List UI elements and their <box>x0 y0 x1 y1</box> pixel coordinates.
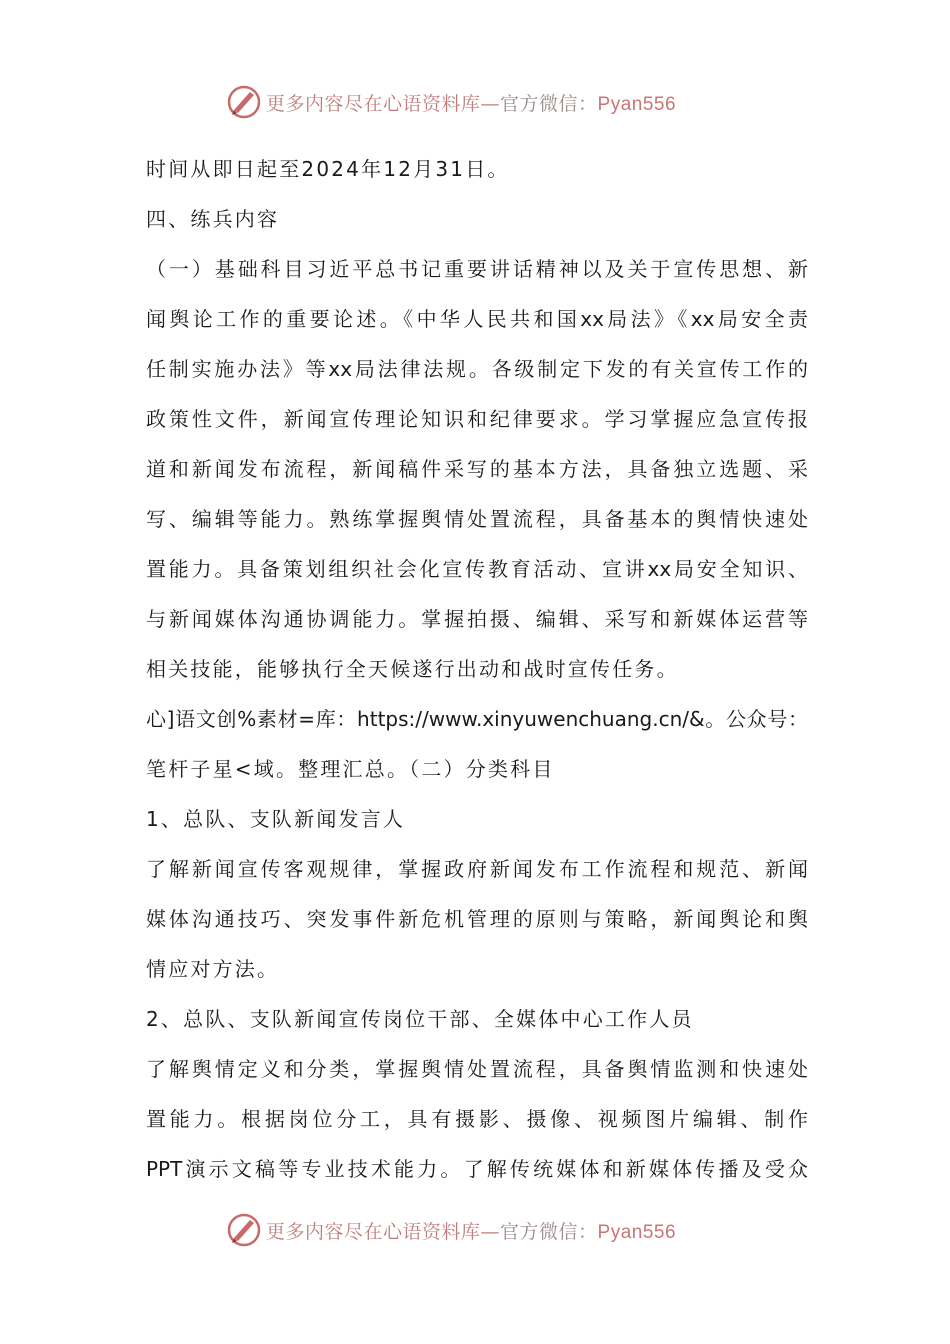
paragraph-line: 闻舆论工作的重要论述。《中华人民共和国xx局法》《xx局安全责 <box>146 307 808 331</box>
pen-logo-icon <box>226 84 262 120</box>
banner-text <box>266 89 676 116</box>
document-body <box>146 144 808 1194</box>
paragraph-line: 相关技能，能够执行全天候遂行出动和战时宣传任务。 <box>146 657 679 681</box>
banner-wechat-label: 官方微信： <box>500 93 598 115</box>
section-heading: 四、练兵内容 <box>146 207 280 231</box>
pen-logo-icon <box>226 1212 262 1248</box>
banner-dash: — <box>480 1221 501 1243</box>
paragraph-line: 了解新闻宣传客观规律，掌握政府新闻发布工作流程和规范、新闻 <box>146 857 808 881</box>
paragraph-line: PPT演示文稿等专业技术能力。了解传统媒体和新媒体传播及受众 <box>146 1157 808 1181</box>
banner-wechat-label: 官方微信： <box>500 1221 598 1243</box>
paragraph-line: 时间从即日起至2024年12月31日。 <box>146 157 510 181</box>
paragraph-line: 媒体沟通技巧、突发事件新危机管理的原则与策略，新闻舆论和舆 <box>146 907 808 931</box>
banner-text <box>266 1217 676 1244</box>
banner-account: Pyan556 <box>597 1222 677 1243</box>
footer-banner <box>0 1210 950 1250</box>
banner-main-text: 更多内容尽在心语资料库 <box>266 93 481 115</box>
subsection-heading: 2、总队、支队新闻宣传岗位干部、全媒体中心工作人员 <box>146 1007 694 1031</box>
banner-dash: — <box>480 93 501 115</box>
paragraph-line: 置能力。具备策划组织社会化宣传教育活动、宣讲xx局安全知识、 <box>146 557 808 581</box>
paragraph-line: 置能力。根据岗位分工，具有摄影、摄像、视频图片编辑、制作 <box>146 1107 808 1131</box>
header-banner <box>0 82 950 122</box>
paragraph-line: 道和新闻发布流程，新闻稿件采写的基本方法，具备独立选题、采 <box>146 457 808 481</box>
paragraph-line: 笔杆子星<域。整理汇总。（二）分类科目 <box>146 757 555 781</box>
paragraph-line: （一）基础科目习近平总书记重要讲话精神以及关于宣传思想、新 <box>146 257 808 281</box>
paragraph-line: 与新闻媒体沟通协调能力。掌握拍摄、编辑、采写和新媒体运营等 <box>146 607 808 631</box>
paragraph-line: 心]语文创%素材=库：https://www.xinyuwenchuang.cn/&。公众号： <box>146 707 808 731</box>
banner-main-text: 更多内容尽在心语资料库 <box>266 1221 481 1243</box>
paragraph-line: 写、编辑等能力。熟练掌握舆情处置流程，具备基本的舆情快速处 <box>146 507 808 531</box>
paragraph-line: 情应对方法。 <box>146 957 280 981</box>
paragraph-line: 任制实施办法》等xx局法律法规。各级制定下发的有关宣传工作的 <box>146 357 808 381</box>
paragraph-line: 了解舆情定义和分类，掌握舆情处置流程，具备舆情监测和快速处 <box>146 1057 808 1081</box>
banner-account: Pyan556 <box>597 94 677 115</box>
paragraph-line: 政策性文件，新闻宣传理论知识和纪律要求。学习掌握应急宣传报 <box>146 407 808 431</box>
subsection-heading: 1、总队、支队新闻发言人 <box>146 807 406 831</box>
